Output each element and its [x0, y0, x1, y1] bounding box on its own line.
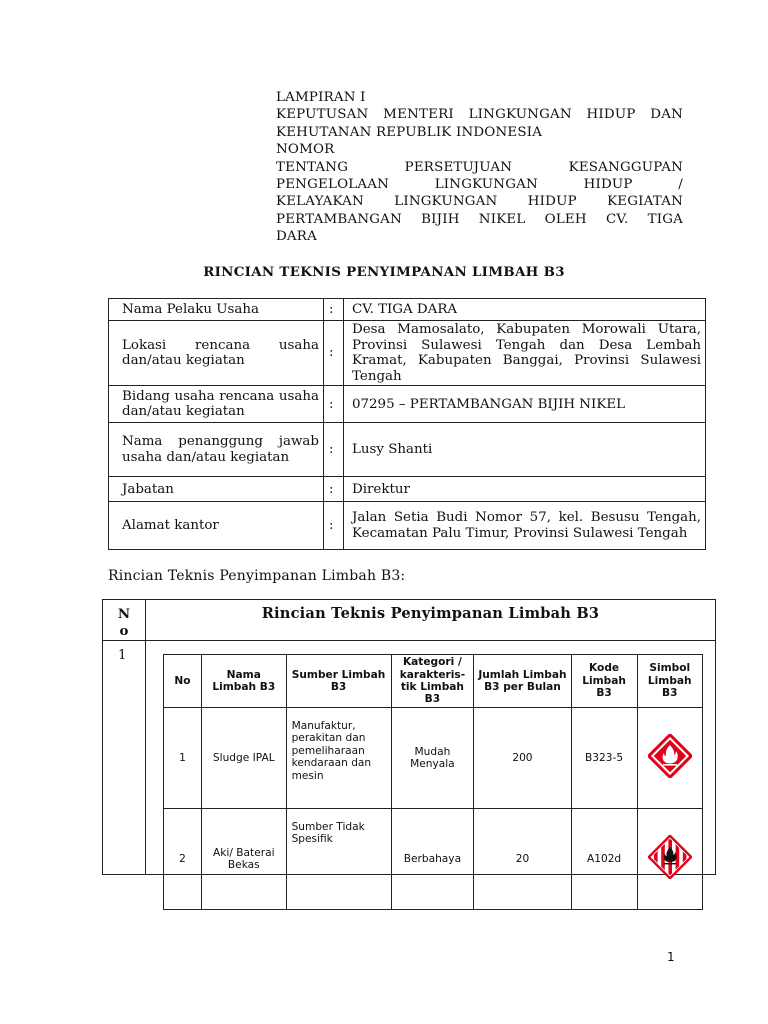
info-label: Lokasi rencana usaha dan/atau kegiatan — [109, 321, 324, 386]
header-block — [276, 89, 683, 246]
outer-no-header — [103, 606, 145, 640]
col-header-kategori: Kategori / karakteris-tik Limbah B3 — [391, 655, 474, 708]
info-separator: : — [324, 423, 344, 477]
outer-no-column — [103, 600, 146, 874]
limbah-table — [163, 654, 703, 910]
outer-table-title: Rincian Teknis Penyimpanan Limbah B3 — [261, 605, 600, 622]
header-line: KELAYAKAN LINGKUNGAN HIDUP KEGIATAN — [276, 194, 683, 210]
flammable-icon — [648, 734, 692, 778]
document-title: RINCIAN TEKNIS PENYIMPANAN LIMBAH B3 — [203, 264, 565, 280]
header-line: PERTAMBANGAN BIJIH NIKEL OLEH CV. TIGA — [276, 211, 683, 227]
cell-jumlah: 20 — [474, 809, 571, 910]
info-table — [108, 298, 706, 550]
table-row — [164, 809, 703, 910]
info-value: CV. TIGA DARA — [344, 299, 706, 321]
cell-no: 1 — [164, 708, 202, 809]
cell-kategori: Berbahaya — [391, 809, 474, 910]
info-value: Desa Mamosalato, Kabupaten Morowali Utara, Provinsi Sulawesi Tengah dan Desa Lembah Kramat, Kabupaten Banggai, Provinsi Sulawesi Tengah — [344, 321, 706, 386]
cell-sumber: Manufaktur, perakitan dan pemeliharaan kendaraan dan mesin — [286, 708, 391, 809]
table-row — [109, 386, 706, 423]
table-header-row — [164, 655, 703, 708]
header-line: PENGELOLAAN LINGKUNGAN HIDUP / — [276, 177, 683, 193]
info-value: Direktur — [344, 477, 706, 502]
cell-kode: B323-5 — [571, 708, 637, 809]
col-header-simbol: Simbol Limbah B3 — [637, 655, 702, 708]
table-row — [109, 299, 706, 321]
cell-simbol — [637, 809, 702, 910]
info-separator: : — [324, 299, 344, 321]
header-line: KEPUTUSAN MENTERI LINGKUNGAN HIDUP DAN — [276, 107, 683, 123]
flammable-solid-icon — [648, 835, 692, 879]
table-row — [109, 423, 706, 477]
table-row — [109, 477, 706, 502]
info-separator: : — [324, 321, 344, 386]
table-row — [109, 502, 706, 550]
info-label: Alamat kantor — [109, 502, 324, 550]
header-line: DARA — [276, 229, 317, 245]
col-header-nama: Nama Limbah B3 — [201, 655, 286, 708]
header-line: TENTANG PERSETUJUAN KESANGGUPAN — [276, 159, 683, 175]
info-label: Jabatan — [109, 477, 324, 502]
info-label: Bidang usaha rencana usaha dan/atau kegiatan — [109, 386, 324, 423]
cell-nama: Sludge IPAL — [201, 708, 286, 809]
col-header-sumber: Sumber Limbah B3 — [286, 655, 391, 708]
page-number: 1 — [667, 950, 675, 964]
info-separator: : — [324, 386, 344, 423]
cell-jumlah: 200 — [474, 708, 571, 809]
section-subtitle: Rincian Teknis Penyimpanan Limbah B3: — [108, 568, 406, 584]
info-value: 07295 – PERTAMBANGAN BIJIH NIKEL — [344, 386, 706, 423]
outer-row-number: 1 — [118, 648, 127, 663]
header-line: NOMOR — [276, 142, 335, 158]
table-row — [109, 321, 706, 386]
cell-kategori: Mudah Menyala — [391, 708, 474, 809]
info-label: Nama Pelaku Usaha — [109, 299, 324, 321]
cell-no: 2 — [164, 809, 202, 910]
info-separator: : — [324, 477, 344, 502]
col-header-jumlah: Jumlah Limbah B3 per Bulan — [474, 655, 571, 708]
table-row — [164, 708, 703, 809]
cell-simbol — [637, 708, 702, 809]
cell-kode: A102d — [571, 809, 637, 910]
header-line: KEHUTANAN REPUBLIK INDONESIA — [276, 124, 543, 140]
outer-header-divider — [103, 640, 715, 641]
outer-no-header-line: o — [119, 623, 129, 639]
cell-sumber: Sumber Tidak Spesifik — [286, 809, 391, 910]
info-separator: : — [324, 502, 344, 550]
info-value: Jalan Setia Budi Nomor 57, kel. Besusu Tengah, Kecamatan Palu Timur, Provinsi Sulawesi Tengah — [344, 502, 706, 550]
header-line: LAMPIRAN I — [276, 90, 366, 105]
col-header-kode: Kode Limbah B3 — [571, 655, 637, 708]
col-header-no: No — [164, 655, 202, 708]
info-label: Nama penanggung jawab usaha dan/atau kegiatan — [109, 423, 324, 477]
outer-no-header-line: N — [117, 606, 131, 622]
cell-nama: Aki/ Baterai Bekas — [201, 809, 286, 910]
info-value: Lusy Shanti — [344, 423, 706, 477]
